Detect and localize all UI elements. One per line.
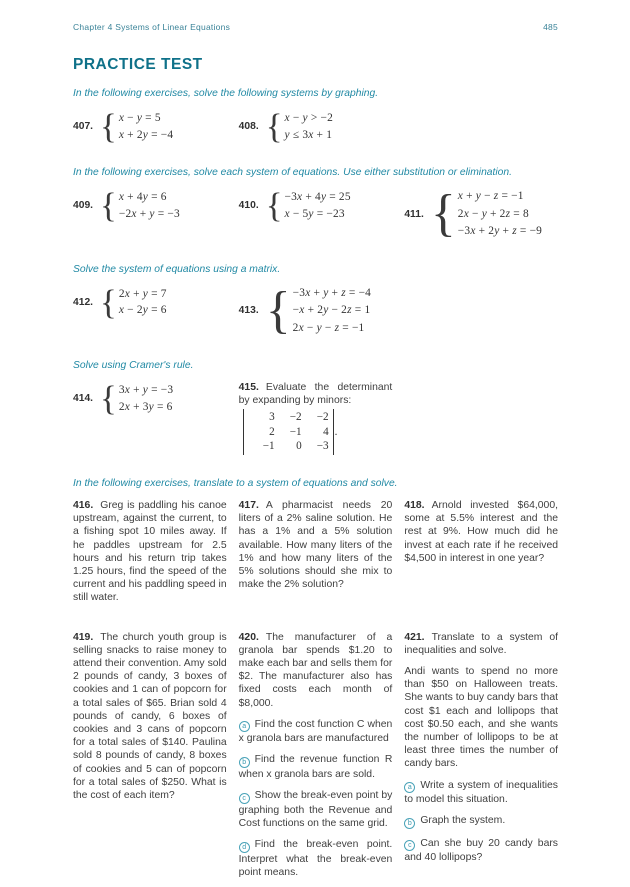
problem-number: 421. xyxy=(404,631,425,643)
left-brace-icon: { xyxy=(430,185,456,243)
equation: −3x + y + z = −4 xyxy=(292,286,372,299)
problem-part-c xyxy=(239,789,393,830)
equation: 2x + 3y = 6 xyxy=(118,400,173,413)
problem-412 xyxy=(73,282,227,322)
equation: x − y > −2 xyxy=(284,112,334,124)
problem-statement xyxy=(239,631,393,710)
equation: 3x + y = −3 xyxy=(118,384,174,396)
equation: x − 2y = 6 xyxy=(118,304,167,316)
problem-number: 407. xyxy=(73,121,94,132)
part-letter-badge: b xyxy=(404,818,415,829)
equation-stack xyxy=(293,285,371,338)
equation-system xyxy=(265,281,372,339)
equation-stack xyxy=(119,382,173,415)
problem-number: 415. xyxy=(238,382,259,393)
equation: −3x + 4y = 25 xyxy=(284,191,351,203)
part-letter-badge: c xyxy=(404,840,415,851)
problem-row-407-408 xyxy=(73,109,558,144)
problem-419 xyxy=(73,631,227,811)
equation-system xyxy=(100,188,180,223)
page-number: 485 xyxy=(543,22,558,32)
equation-stack xyxy=(119,189,180,222)
equation: x − y = 5 xyxy=(118,112,161,124)
instruction-graphing: In the following exercises, solve the following systems by graphing. xyxy=(73,88,379,99)
problem-text: Andi wants to spend no more than $50 on Halloween treats. She wants to buy candy bars that cost $1 each and lollipops that cost $0.50 each, and she wants the number of lollipops to be at least three times the number of candy bars. xyxy=(404,665,558,770)
problem-416 xyxy=(73,499,227,613)
problem-411 xyxy=(404,185,558,243)
problem-intro: Translate to a system of inequalities and solve. xyxy=(404,631,558,656)
equation-system xyxy=(266,109,333,144)
equation: 2x + y = 7 xyxy=(118,287,167,300)
part-text: Find the break-even point. Interpret what the break-even point means. xyxy=(238,839,393,878)
part-letter-badge: a xyxy=(239,721,250,732)
problem-text: A pharmacist needs 20 liters of a 2% saline solution. He has a 1% and a 5% solution available. How many liters of the 1% and how many liters of the 5% solutions should she mix to make the 2% solution? xyxy=(238,499,393,591)
problem-part-a xyxy=(404,779,558,807)
equation: x + 4y = 6 xyxy=(118,191,167,203)
part-letter-badge: b xyxy=(239,757,250,768)
problem-text: Greg is paddling his canoe upstream, against the current, to a fishing spot 10 miles away. If he paddles upstream for 2.5 hours and his return trip takes 1.25 hours, find the speed of the current and his paddling speed in still water. xyxy=(73,499,227,604)
problem-number: 413. xyxy=(238,305,259,317)
left-brace-icon: { xyxy=(100,379,117,418)
part-text: Find the revenue function R when x granola bars are sold. xyxy=(238,754,393,780)
problem-statement xyxy=(239,499,393,591)
part-text: Show the break-even point by graphing both the Revenue and Cost functions on the same grid. xyxy=(238,790,393,829)
problem-row-419-421 xyxy=(73,631,558,887)
problem-text: Arnold invested $64,000, some at 5.5% interest and the rest at 9%. How much did he invest at each rate if he received $4,500 in interest in one year? xyxy=(404,499,558,564)
problem-number: 416. xyxy=(73,499,94,511)
part-text: Find the cost function C when x granola bars are manufactured xyxy=(238,718,393,745)
problem-part-b xyxy=(239,753,393,781)
determinant-cell: −1 xyxy=(262,440,275,453)
problem-417 xyxy=(239,499,393,599)
problem-420 xyxy=(239,631,393,887)
equation: y ≤ 3x + 1 xyxy=(284,128,333,141)
left-brace-icon: { xyxy=(265,281,291,339)
equation-stack xyxy=(119,286,167,319)
equation: 2x − y − z = −1 xyxy=(292,321,365,334)
equation: x + y − z = −1 xyxy=(457,190,524,202)
problem-407 xyxy=(73,109,227,144)
page-header xyxy=(73,22,558,32)
part-letter-badge: c xyxy=(239,793,250,804)
left-brace-icon: { xyxy=(265,186,283,225)
problem-414 xyxy=(73,381,227,416)
problem-408 xyxy=(239,109,393,144)
part-text: Write a system of inequalities to model this situation. xyxy=(404,779,558,806)
part-letter-badge: d xyxy=(239,842,250,853)
problem-part-b xyxy=(404,814,558,829)
equation: x − 5y = −23 xyxy=(284,207,345,220)
problem-number: 409. xyxy=(73,200,94,211)
problem-415 xyxy=(239,381,393,455)
problem-row-409-411 xyxy=(73,185,558,243)
part-text: Graph the system. xyxy=(420,815,506,827)
left-brace-icon: { xyxy=(100,282,117,322)
instruction-matrix: Solve the system of equations using a matrix. xyxy=(73,263,281,275)
equation-stack xyxy=(285,110,334,143)
problem-body xyxy=(404,665,558,771)
determinant-cell: 2 xyxy=(269,425,275,438)
problem-number: 417. xyxy=(238,499,259,511)
determinant-row xyxy=(248,439,329,454)
problem-statement xyxy=(404,499,558,565)
part-letter-badge: a xyxy=(404,782,415,793)
equation: −2x + y = −3 xyxy=(118,207,180,220)
problem-row-412-413 xyxy=(73,281,558,339)
determinant-cell: −2 xyxy=(316,411,329,424)
problem-number: 410. xyxy=(238,200,259,211)
determinant-cell: 3 xyxy=(269,411,275,424)
problem-statement xyxy=(239,381,393,407)
problem-row-416-418 xyxy=(73,499,558,613)
determinant-period: . xyxy=(334,426,338,439)
equation-system xyxy=(100,381,173,416)
determinant-cell: 0 xyxy=(296,440,302,453)
determinant-cell: −3 xyxy=(316,440,329,453)
part-text: Can she buy 20 candy bars and 40 lollipops? xyxy=(404,837,558,864)
problem-number: 419. xyxy=(73,631,94,643)
problem-text: The manufacturer of a granola bar spends $1.20 to make each bar and sells them for $2. The manufacturer also has fixed costs each month of $8,000. xyxy=(238,631,393,709)
problem-409 xyxy=(73,188,227,223)
left-brace-icon: { xyxy=(100,186,117,225)
problem-number: 412. xyxy=(73,296,94,308)
left-brace-icon: { xyxy=(100,107,117,146)
determinant-cell: −1 xyxy=(289,425,302,438)
problem-number: 408. xyxy=(238,121,259,132)
equation-stack xyxy=(285,189,351,222)
instruction-cramer: Solve using Cramer's rule. xyxy=(73,360,194,371)
equation: 2x − y + 2z = 8 xyxy=(457,207,529,220)
problem-part-d xyxy=(239,838,393,879)
equation: −x + 2y − 2z = 1 xyxy=(292,304,371,316)
problem-number: 414. xyxy=(73,393,94,404)
problem-413 xyxy=(238,281,393,339)
practice-test-title: PRACTICE TEST xyxy=(73,56,203,73)
problem-421 xyxy=(404,631,558,873)
problem-text: Evaluate the determinant by expanding by minors: xyxy=(238,382,393,407)
equation-stack xyxy=(458,188,542,241)
problem-row-414-415 xyxy=(73,381,558,455)
left-brace-icon: { xyxy=(265,107,283,146)
equation-system xyxy=(266,188,351,223)
problem-number: 411. xyxy=(404,208,424,220)
problem-statement xyxy=(404,631,558,657)
chapter-title: Chapter 4 Systems of Linear Equations xyxy=(73,22,231,32)
instruction-substitution: In the following exercises, solve each system of equations. Use either substitution or elimination. xyxy=(73,167,512,178)
problem-number: 418. xyxy=(404,499,425,511)
determinant-row xyxy=(248,425,329,440)
problem-418 xyxy=(404,499,558,573)
determinant-cell: −2 xyxy=(289,411,302,424)
determinant-cell: 4 xyxy=(323,425,329,438)
problem-statement xyxy=(73,499,227,605)
equation-system xyxy=(100,282,167,322)
determinant-row xyxy=(248,410,329,425)
problem-part-c xyxy=(404,837,558,865)
determinant xyxy=(243,409,393,455)
problem-part-a xyxy=(239,718,393,746)
equation-system xyxy=(100,109,173,144)
equation: −3x + 2y + z = −9 xyxy=(457,225,543,237)
problem-text: The church youth group is selling snacks to raise money to attend their convention. Amy sold 2 pounds of candy, 3 boxes of cookies and 1 can of popcorn for a total sales of $65. Brian sold 4 pounds of candy, 6 boxes of cookies and 3 cans of popcorn for a total sales of $140. Paulina sold 8 pounds of candy, 8 boxes of cookies and 5 can of popcorn for a total sales of $250. What is the cost of each item? xyxy=(73,631,227,801)
determinant-matrix xyxy=(243,409,334,455)
problem-number: 420. xyxy=(238,631,259,643)
equation: x + 2y = −4 xyxy=(118,128,174,141)
instruction-translate: In the following exercises, translate to a system of equations and solve. xyxy=(73,477,398,489)
problem-410 xyxy=(239,188,393,223)
equation-system xyxy=(430,185,543,243)
equation-stack xyxy=(119,110,173,143)
problem-statement xyxy=(73,631,227,803)
